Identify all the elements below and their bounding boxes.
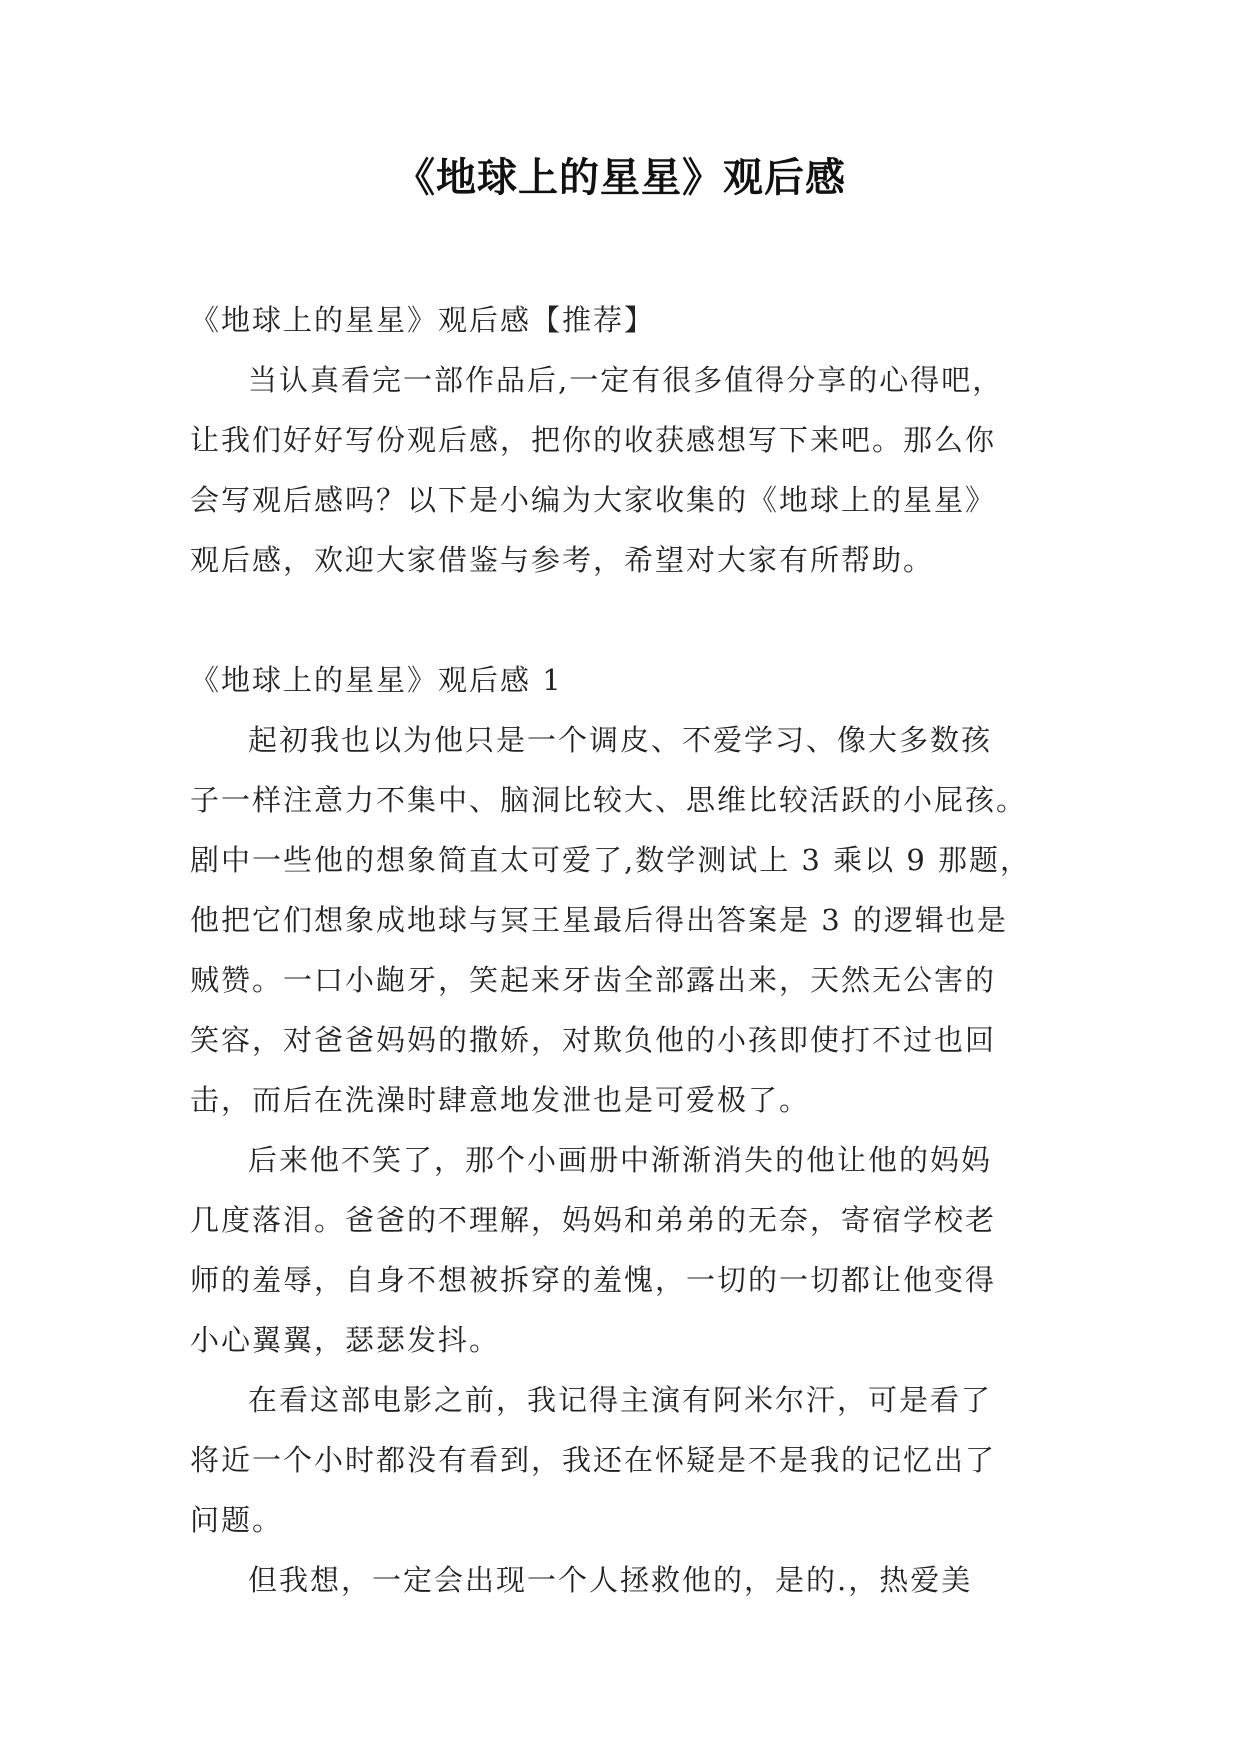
body-paragraph-3: 在看这部电影之前，我记得主演有阿米尔汗，可是看了 将近一个小时都没有看到，我还在怀疑是不是我的记忆出了 问题。 (190, 1383, 997, 1537)
document-body (190, 290, 1050, 1610)
body-paragraph-4: 但我想，一定会出现一个人拯救他的，是的.，热爱美 (248, 1563, 973, 1597)
body-paragraph-1: 起初我也以为他只是一个调皮、不爱学习、像大多数孩 子一样注意力不集中、脑洞比较大、思维比较活跃的小屁孩。 剧中一些他的想象简直太可爱了,数学测试上 3 乘以 9 那题， 他把它们想象成地球与冥王星最后得出答案是 3 的逻辑也是 贼赞。一口小龅牙，笑起来牙齿全部露出来，天然无公害的 笑容，对爸爸妈妈的撒娇，对欺负他的小孩即使打不过也回 击，而后在洗澡时肆意地发泄也是可爱极了。 (190, 723, 1031, 1117)
document-title: 《地球上的星星》观后感 (395, 155, 846, 201)
intro-heading: 《地球上的星星》观后感【推荐】 (190, 303, 656, 337)
section-heading: 《地球上的星星》观后感 1 (190, 663, 563, 697)
section-spacer (190, 590, 1050, 650)
intro-paragraph: 当认真看完一部作品后,一定有很多值得分享的心得吧， 让我们好好写份观后感，把你的收获感想写下来吧。那么你 会写观后感吗？以下是小编为大家收集的《地球上的星星》 观后感，欢迎大家借鉴与参考，希望对大家有所帮助。 (190, 363, 1004, 577)
body-paragraph-2: 后来他不笑了，那个小画册中渐渐消失的他让他的妈妈 几度落泪。爸爸的不理解，妈妈和弟弟的无奈，寄宿学校老 师的羞辱，自身不想被拆穿的羞愧，一切的一切都让他变得 小心翼翼，瑟瑟发抖。 (190, 1143, 997, 1357)
